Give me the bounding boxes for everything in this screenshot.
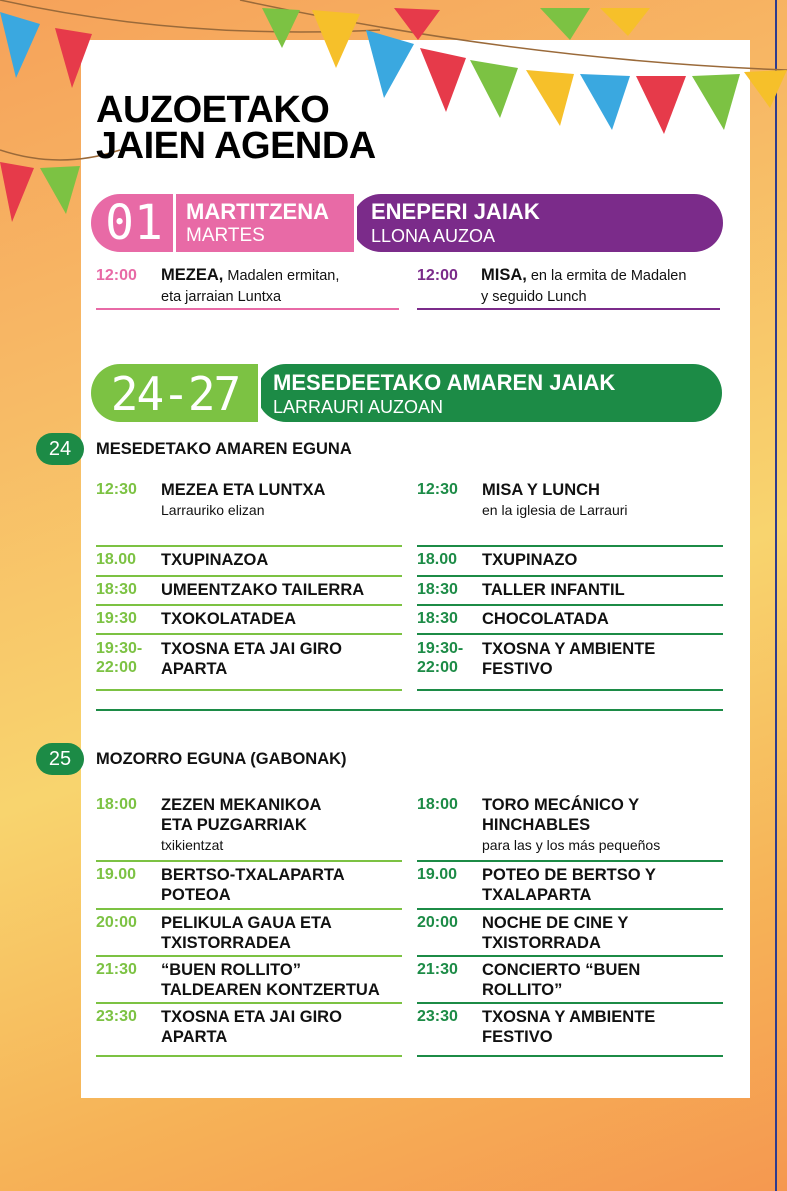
event-time-value: 18:30	[417, 610, 458, 627]
weekday-spanish: MARTES	[186, 225, 265, 246]
event-title: MESEDEETAKO AMAREN JAIAK	[273, 370, 616, 395]
event-title-line: “BUEN ROLLITO”	[161, 961, 301, 979]
event-time	[417, 609, 458, 628]
event-title-line: CONCIERTO “BUEN	[482, 961, 641, 979]
event-title-line: TXALAPARTA	[482, 886, 592, 904]
event-title-line: FESTIVO	[482, 660, 553, 678]
title-line-1: AUZOETAKO	[96, 89, 330, 131]
event-location: LLONA AUZOA	[371, 226, 496, 246]
event-title-line: BERTSO-TXALAPARTA	[161, 866, 345, 884]
event-time: 12:00	[417, 267, 458, 284]
event-title-line: POTEOA	[161, 886, 231, 904]
event-title-line: TXOSNA Y AMBIENTE	[482, 1008, 656, 1026]
row-divider	[417, 1055, 723, 1057]
event-title-line: TORO MECÁNICO Y	[482, 796, 640, 814]
event-note: Larrauriko elizan	[161, 502, 265, 518]
event-title-line: ZEZEN MEKANIKOA	[161, 796, 322, 814]
event-note: para las y los más pequeños	[482, 837, 661, 853]
event-detail: y seguido Lunch	[481, 289, 587, 305]
event-title-line: TXISTORRADEA	[161, 934, 291, 952]
event-time	[96, 580, 137, 599]
title-line-2: JAIEN AGENDA	[96, 125, 376, 167]
row-divider	[417, 1002, 723, 1004]
event-text	[482, 639, 655, 679]
event-title-line: MEZEA ETA LUNTXA	[161, 481, 326, 499]
event-time	[417, 865, 457, 884]
event-text	[482, 913, 628, 953]
event-time	[96, 639, 142, 677]
event-title-bold: MEZEA,	[161, 266, 224, 284]
event-time-value: 19:30	[96, 610, 137, 627]
row-divider	[96, 908, 402, 910]
row-divider	[96, 308, 399, 310]
event-time-value: 18:30	[417, 581, 458, 598]
page-title	[96, 89, 376, 167]
event-title-line: TALDEAREN KONTZERTUA	[161, 981, 380, 999]
event-text	[161, 913, 332, 953]
event-text	[161, 265, 339, 307]
event-time-value: 19.00	[96, 866, 137, 883]
event-detail: eta jarraian Luntxa	[161, 289, 282, 305]
event-title-line: TALLER INFANTIL	[482, 581, 625, 599]
event-title-line: TXOKOLATADEA	[161, 610, 297, 628]
event-time-value: 21:30	[417, 961, 458, 978]
event-time-value: 18.00	[417, 551, 458, 568]
event-time	[417, 1007, 458, 1026]
event-time-value: 18:00	[96, 796, 137, 813]
event-text	[482, 1007, 655, 1047]
event-time-value: 20:00	[96, 914, 137, 931]
event-time-value: 21:30	[96, 961, 137, 978]
row-divider	[96, 860, 402, 862]
event-time-value: 20:00	[417, 914, 458, 931]
event-title-line: TXUPINAZO	[482, 551, 578, 569]
event-text	[161, 960, 380, 1000]
event-text	[482, 580, 625, 600]
event-text	[482, 960, 640, 1000]
event-text	[482, 550, 577, 570]
event-title-line: TXISTORRADA	[482, 934, 601, 952]
event-text	[161, 580, 364, 600]
row-divider	[417, 955, 723, 957]
event-time: 12:00	[96, 267, 137, 284]
event-time	[417, 480, 458, 499]
event-time-value: 12:30	[96, 481, 137, 498]
event-title: ENEPERI JAIAK	[371, 199, 540, 224]
event-text	[161, 1007, 342, 1047]
header-divider	[354, 194, 357, 252]
event-title-bold: MISA,	[481, 266, 527, 284]
event-detail: en la ermita de Madalen	[526, 268, 687, 284]
event-time	[96, 609, 137, 628]
event-text	[482, 795, 660, 855]
event-time	[417, 550, 457, 569]
event-title-line: CHOCOLATADA	[482, 610, 609, 628]
event-time	[417, 795, 458, 814]
event-title-line: NOCHE DE CINE Y	[482, 914, 629, 932]
event-text	[161, 639, 342, 679]
row-divider	[417, 908, 723, 910]
event-time-value: 19:30-	[96, 640, 143, 657]
row-divider	[96, 955, 402, 957]
event-title-line: TXOSNA ETA JAI GIRO	[161, 640, 342, 658]
event-time	[96, 865, 136, 884]
event-detail: Madalen ermitan,	[223, 268, 340, 284]
event-time	[96, 1007, 137, 1026]
row-divider	[417, 689, 723, 691]
event-time-end: 22:00	[417, 659, 458, 676]
event-note: en la iglesia de Larrauri	[482, 502, 628, 518]
event-title-line: UMEENTZAKO TAILERRA	[161, 581, 365, 599]
row-divider	[96, 545, 402, 547]
row-divider	[96, 633, 402, 635]
event-time	[96, 480, 137, 499]
event-time-value: 19:30-	[417, 640, 464, 657]
day-heading: MESEDETAKO AMAREN EGUNA	[96, 440, 352, 458]
row-divider	[417, 575, 723, 577]
event-text	[482, 480, 628, 520]
event-title-line: TXOSNA ETA JAI GIRO	[161, 1008, 342, 1026]
row-divider	[417, 860, 723, 862]
row-divider	[96, 604, 402, 606]
event-text	[161, 865, 345, 905]
event-title-line: TXOSNA Y AMBIENTE	[482, 640, 656, 658]
row-divider	[417, 604, 723, 606]
day-number: 01	[105, 195, 163, 251]
event-time	[96, 960, 137, 979]
event-time	[417, 639, 463, 677]
event-time-value: 23:30	[96, 1008, 137, 1025]
event-time	[417, 913, 458, 932]
row-divider	[96, 1055, 402, 1057]
day-range: 24-27	[110, 367, 240, 421]
event-title-line: MISA Y LUNCH	[482, 481, 600, 499]
event-title-line: APARTA	[161, 1028, 228, 1046]
event-text	[161, 480, 325, 520]
event-time-value: 12:30	[417, 481, 458, 498]
event-time-end: 22:00	[96, 659, 137, 676]
event-time	[417, 580, 458, 599]
section-divider	[96, 709, 723, 711]
event-time	[96, 913, 137, 932]
event-title-line: PELIKULA GAUA ETA	[161, 914, 332, 932]
event-text	[481, 265, 686, 307]
day-heading: MOZORRO EGUNA (GABONAK)	[96, 750, 347, 768]
event-text	[161, 550, 268, 570]
day-tag: 24	[36, 433, 84, 465]
event-text	[482, 609, 609, 629]
event-time	[417, 960, 458, 979]
row-divider	[96, 575, 402, 577]
event-title-line: ETA PUZGARRIAK	[161, 816, 307, 834]
event-time-value: 18.00	[96, 551, 137, 568]
event-time-value: 18:30	[96, 581, 137, 598]
weekday-basque: MARTITZENA	[186, 199, 329, 224]
event-time	[96, 795, 137, 814]
event-time-value: 23:30	[417, 1008, 458, 1025]
event-text	[482, 865, 656, 905]
row-divider	[96, 1002, 402, 1004]
row-divider	[96, 689, 402, 691]
event-title-line: TXUPINAZOA	[161, 551, 269, 569]
event-text	[161, 609, 296, 629]
day-tag: 25	[36, 743, 84, 775]
header-divider	[258, 364, 261, 422]
event-time-value: 18:00	[417, 796, 458, 813]
event-title-line: POTEO DE BERTSO Y	[482, 866, 656, 884]
row-divider	[417, 545, 723, 547]
event-location: LARRAURI AUZOAN	[273, 397, 444, 417]
event-title-line: ROLLITO”	[482, 981, 563, 999]
event-title-line: APARTA	[161, 660, 228, 678]
row-divider	[417, 633, 723, 635]
event-title-line: FESTIVO	[482, 1028, 553, 1046]
event-text	[161, 795, 321, 855]
event-time	[96, 550, 136, 569]
row-divider	[417, 308, 720, 310]
event-note: txikientzat	[161, 837, 224, 853]
event-title-line: HINCHABLES	[482, 816, 591, 834]
event-time-value: 19.00	[417, 866, 458, 883]
